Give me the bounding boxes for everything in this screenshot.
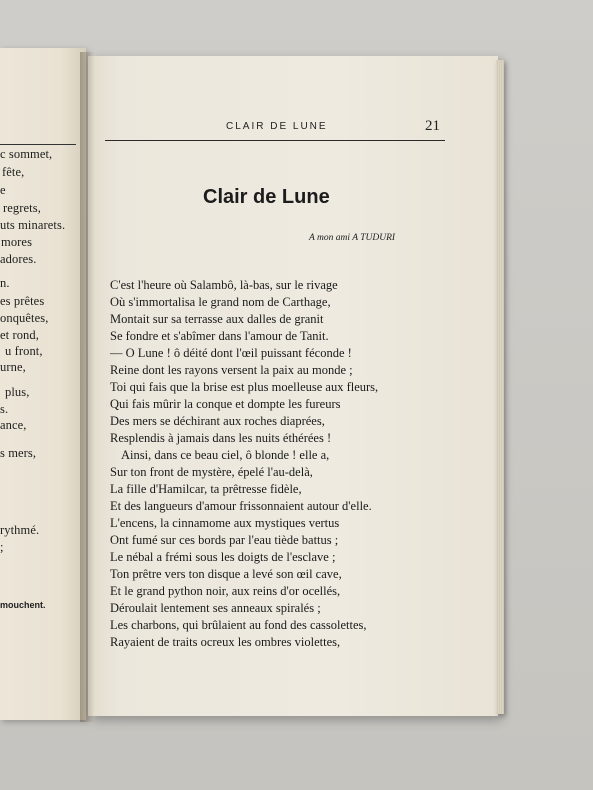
left-page-line: c sommet, xyxy=(0,147,53,161)
poem-line: Montait sur sa terrasse aux dalles de granit xyxy=(110,312,324,326)
left-page-line: ance, xyxy=(0,418,27,432)
left-page-line: es prêtes xyxy=(0,294,45,308)
left-page-line: uts minarets. xyxy=(0,218,66,232)
left-page-line: n. xyxy=(0,276,10,290)
poem-line: Ton prêtre vers ton disque a levé son œil cave, xyxy=(110,567,342,581)
poem-line: Resplendis à jamais dans les nuits éthérées ! xyxy=(110,431,332,445)
left-page-line: et rond, xyxy=(0,328,39,342)
poem-line: — O Lune ! ô déité dont l'œil puissant féconde ! xyxy=(110,346,352,360)
poem-line: Se fondre et s'abîmer dans l'amour de Tanit. xyxy=(110,329,329,343)
book-gutter xyxy=(80,52,94,722)
poem-line: Où s'immortalisa le grand nom de Carthage, xyxy=(110,295,331,309)
poem-line: Et des langueurs d'amour frissonnaient autour d'elle. xyxy=(110,499,372,513)
left-page-line: s. xyxy=(0,402,9,416)
left-page-line: urne, xyxy=(0,360,26,374)
left-page-rule xyxy=(0,144,76,145)
poem-line: Ainsi, dans ce beau ciel, ô blonde ! elle a, xyxy=(121,448,330,462)
left-page-line: regrets, xyxy=(3,201,41,215)
poem-line: Sur ton front de mystère, épelé l'au-delà, xyxy=(110,465,313,479)
left-page-line: onquêtes, xyxy=(0,311,49,325)
poem-line: Qui fais mûrir la conque et dompte les fureurs xyxy=(110,397,341,411)
left-page-signature: mouchent. xyxy=(0,600,46,610)
poem-line: Le nébal a frémi sous les doigts de l'esclave ; xyxy=(110,550,336,564)
poem-line: Déroulait lentement ses anneaux spiralés ; xyxy=(110,601,321,615)
poem-line: Et le grand python noir, aux reins d'or ocellés, xyxy=(110,584,341,598)
page-edge xyxy=(496,60,504,714)
poem-line: Des mers se déchirant aux roches diaprées, xyxy=(110,414,325,428)
poem-line: L'encens, la cinnamome aux mystiques vertus xyxy=(110,516,340,530)
left-page-line: e xyxy=(0,183,6,197)
poem-line: Rayaient de traits ocreux les ombres violettes, xyxy=(110,635,341,649)
left-page-line: plus, xyxy=(5,385,30,399)
left-page-line: fête, xyxy=(2,165,25,179)
poem-line: Ont fumé sur ces bords par l'eau tiède battus ; xyxy=(110,533,339,547)
poem-line: La fille d'Hamilcar, ta prêtresse fidèle, xyxy=(110,482,302,496)
left-page-line: u front, xyxy=(5,344,43,358)
page-number: 21 xyxy=(425,118,440,134)
poem-title: Clair de Lune xyxy=(203,186,330,208)
poem-dedication: A mon ami A TUDURI xyxy=(309,233,396,243)
poem-line: Les charbons, qui brûlaient au fond des cassolettes, xyxy=(110,618,367,632)
left-page-line: ; xyxy=(0,540,4,554)
left-page-line: s mers, xyxy=(0,446,37,460)
left-page-line: rythmé. xyxy=(0,523,40,537)
left-page-line: mores xyxy=(1,235,33,249)
left-page xyxy=(0,48,86,720)
running-head: CLAIR DE LUNE xyxy=(226,121,328,132)
left-page-line: adores. xyxy=(0,252,37,266)
poem-line: Toi qui fais que la brise est plus moelleuse aux fleurs, xyxy=(110,380,379,394)
poem-line: Reine dont les rayons versent la paix au monde ; xyxy=(110,363,353,377)
header-rule xyxy=(105,140,445,141)
poem-line: C'est l'heure où Salambô, là-bas, sur le rivage xyxy=(110,278,338,292)
